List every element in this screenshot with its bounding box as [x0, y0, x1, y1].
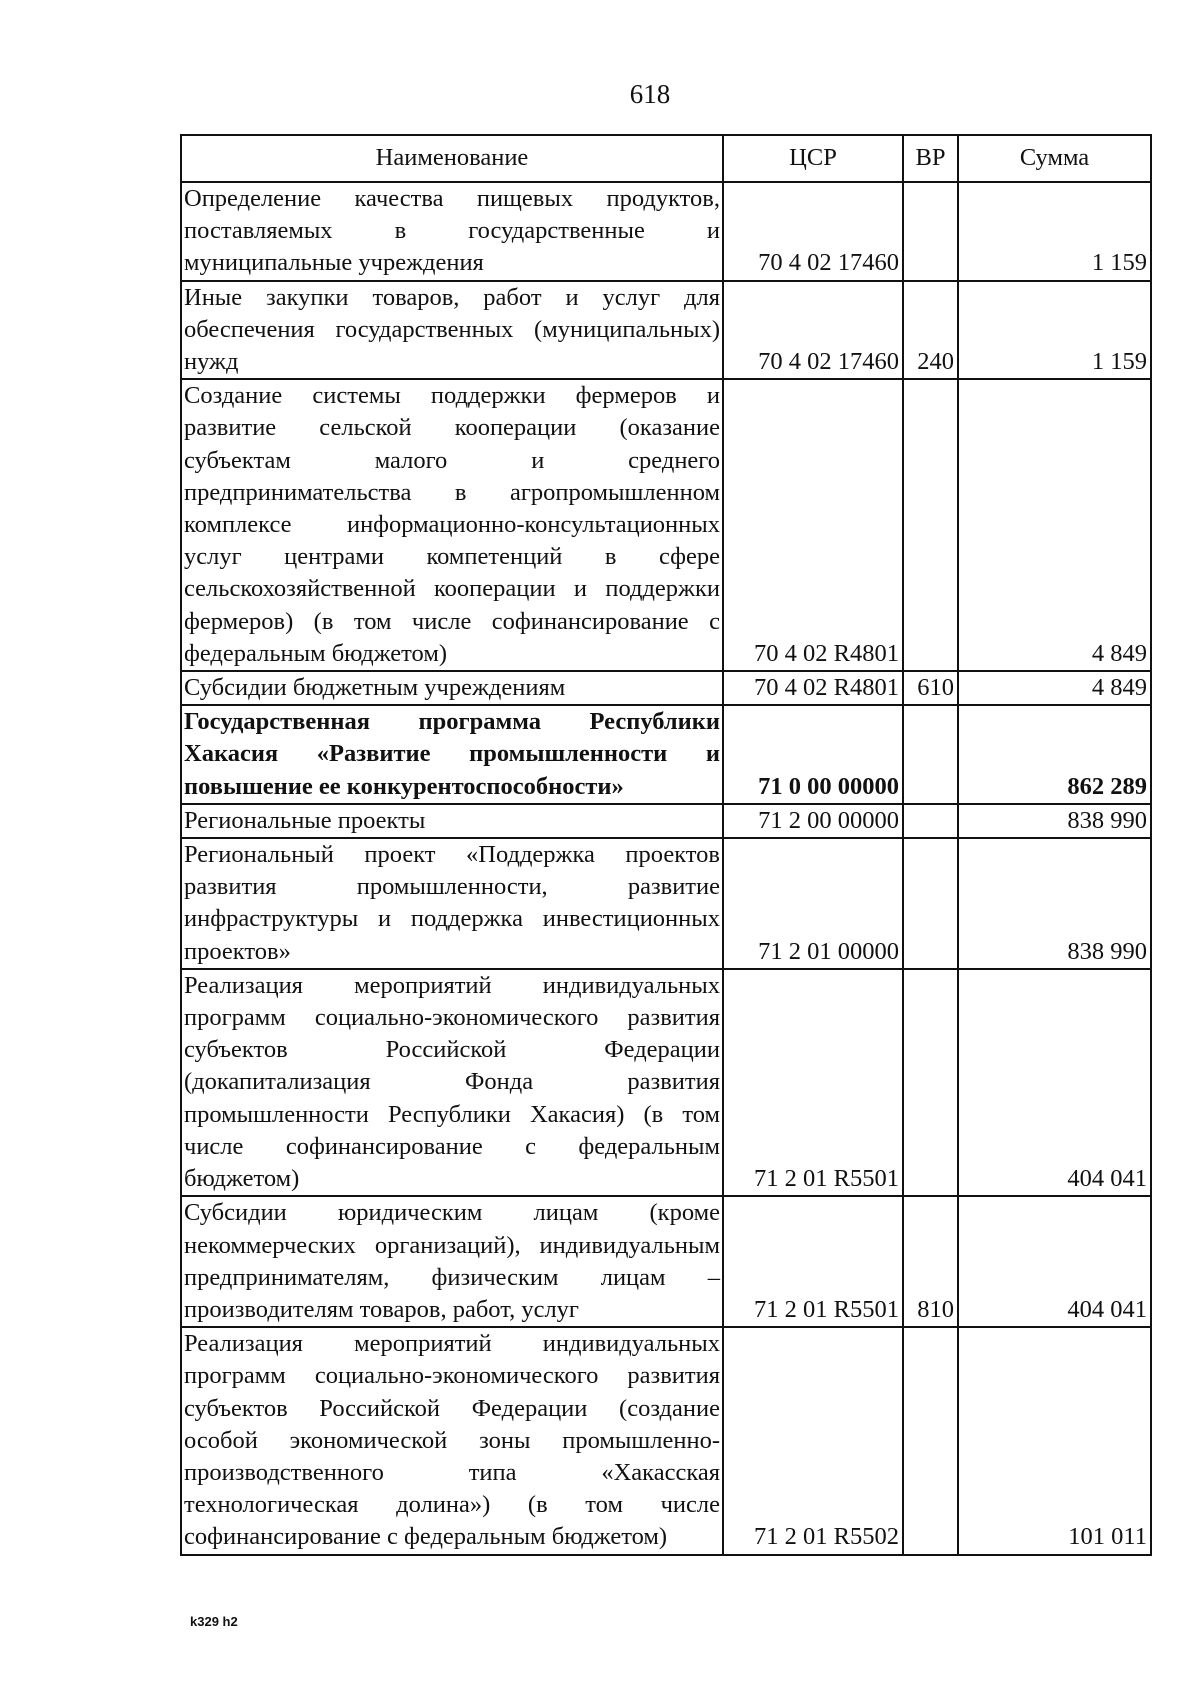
- budget-table: [180, 134, 1152, 1556]
- document-code: k329 h2: [190, 1614, 238, 1629]
- row-name: Реализация мероприятий индивидуальных программ социально-экономического развития субъектов Российской Федерации (создание особой экономической зоны промышленно-производственного типа «Хакасская технологическая долина») (в том числе софинансирование с федеральным бюджетом): [181, 1327, 723, 1554]
- row-name: Субсидии бюджетным учреждениям: [181, 671, 723, 705]
- row-csr: 71 2 01 R5501: [723, 1196, 903, 1327]
- row-name: Государственная программа Республики Хакасия «Развитие промышленности и повышение ее конкурентоспособности»: [181, 705, 723, 804]
- row-vr: 240: [903, 281, 958, 380]
- row-name: Создание системы поддержки фермеров и развитие сельской кооперации (оказание субъектам малого и среднего предпринимательства в агропромышленном комплексе информационно-консультационных услуг центрами компетенций в сфере сельскохозяйственной кооперации и поддержки фермеров) (в том числе софинансирование с федеральным бюджетом): [181, 379, 723, 671]
- row-vr: [903, 838, 958, 969]
- row-csr: 70 4 02 R4801: [723, 671, 903, 705]
- row-csr: 71 2 00 00000: [723, 804, 903, 838]
- row-vr: [903, 182, 958, 281]
- header-vr: ВР: [903, 135, 958, 182]
- table-row: [181, 838, 1151, 969]
- row-vr: 610: [903, 671, 958, 705]
- header-sum: Сумма: [958, 135, 1151, 182]
- table-row: [181, 705, 1151, 804]
- row-sum: 838 990: [958, 804, 1151, 838]
- row-name: Субсидии юридическим лицам (кроме некоммерческих организаций), индивидуальным предпринимателям, физическим лицам – производителям товаров, работ, услуг: [181, 1196, 723, 1327]
- table-row: [181, 281, 1151, 380]
- row-csr: 70 4 02 17460: [723, 182, 903, 281]
- page-number: 618: [629, 79, 671, 109]
- table-row: [181, 969, 1151, 1196]
- row-name: Определение качества пищевых продуктов, поставляемых в государственные и муниципальные учреждения: [181, 182, 723, 281]
- row-csr: 71 2 01 00000: [723, 838, 903, 969]
- row-sum: 4 849: [958, 671, 1151, 705]
- row-name: Реализация мероприятий индивидуальных программ социально-экономического развития субъектов Российской Федерации (докапитализация Фонда развития промышленности Республики Хакасия) (в том числе софинансирование с федеральным бюджетом): [181, 969, 723, 1196]
- row-vr: [903, 379, 958, 671]
- row-vr: [903, 969, 958, 1196]
- row-csr: 71 2 01 R5502: [723, 1327, 903, 1554]
- table-row: [181, 1327, 1151, 1554]
- row-sum: 1 159: [958, 182, 1151, 281]
- row-csr: 71 2 01 R5501: [723, 969, 903, 1196]
- row-csr: 70 4 02 R4801: [723, 379, 903, 671]
- row-sum: 1 159: [958, 281, 1151, 380]
- row-vr: [903, 804, 958, 838]
- row-sum: 101 011: [958, 1327, 1151, 1554]
- row-csr: 71 0 00 00000: [723, 705, 903, 804]
- table-header-row: [181, 135, 1151, 182]
- row-sum: 404 041: [958, 1196, 1151, 1327]
- table-row: [181, 182, 1151, 281]
- table-body: [181, 182, 1151, 1555]
- row-csr: 70 4 02 17460: [723, 281, 903, 380]
- row-name: Региональный проект «Поддержка проектов развития промышленности, развитие инфраструктуры и поддержка инвестиционных проектов»: [181, 838, 723, 969]
- table-row: [181, 671, 1151, 705]
- table-row: [181, 804, 1151, 838]
- row-sum: 404 041: [958, 969, 1151, 1196]
- row-sum: 838 990: [958, 838, 1151, 969]
- row-vr: [903, 705, 958, 804]
- row-sum: 4 849: [958, 379, 1151, 671]
- header-csr: ЦСР: [723, 135, 903, 182]
- row-vr: [903, 1327, 958, 1554]
- table-row: [181, 379, 1151, 671]
- row-vr: 810: [903, 1196, 958, 1327]
- row-name: Иные закупки товаров, работ и услуг для обеспечения государственных (муниципальных) нужд: [181, 281, 723, 380]
- header-name: Наименование: [181, 135, 723, 182]
- row-sum: 862 289: [958, 705, 1151, 804]
- table-row: [181, 1196, 1151, 1327]
- row-name: Региональные проекты: [181, 804, 723, 838]
